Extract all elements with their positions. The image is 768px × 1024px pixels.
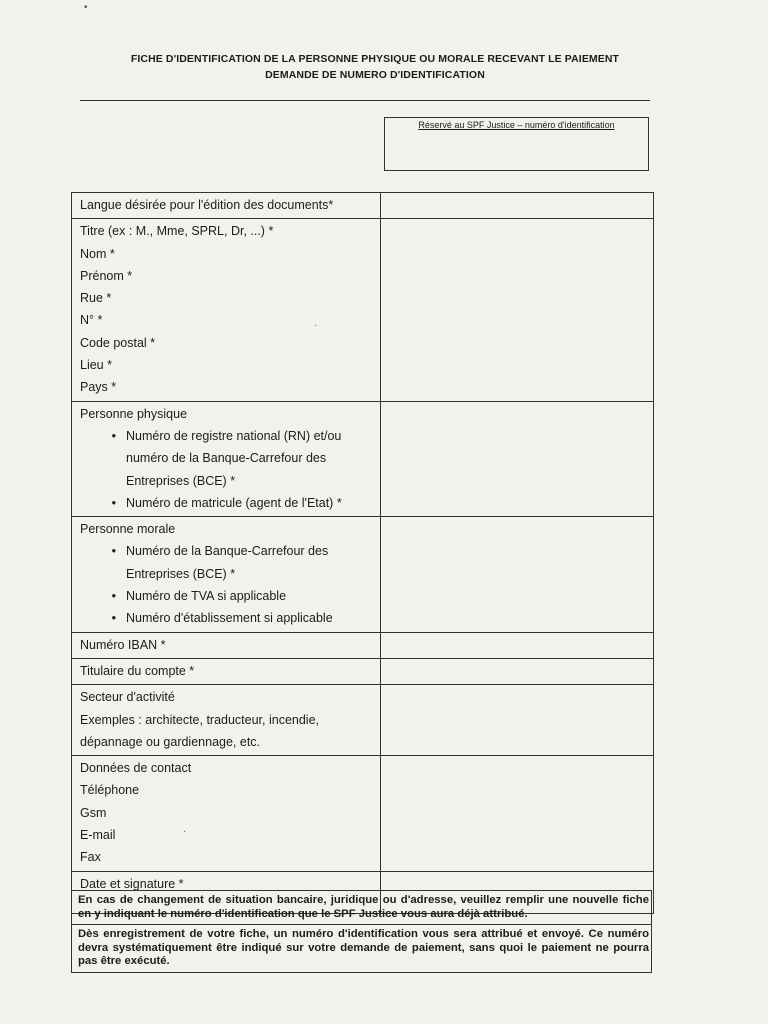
last-name-label: Nom * xyxy=(80,246,115,261)
note-change-situation: En cas de changement de situation bancaire, juridique ou d'adresse, veuillez remplir une nouvelle fiche en y indiquant le numéro d'identification que le SPF Justice vous aura déjà attribué. xyxy=(72,891,652,925)
account-holder-field[interactable] xyxy=(381,658,654,684)
phone-label: Téléphone xyxy=(80,783,140,798)
identity-field[interactable] xyxy=(381,219,654,401)
language-field[interactable] xyxy=(381,193,654,219)
contact-heading: Données de contact xyxy=(80,761,192,776)
identification-form xyxy=(71,192,654,914)
form-row-iban xyxy=(72,632,654,658)
note-registration: Dès enregistrement de votre fiche, un numéro d'identification vous sera attribué et envoyé. Ce numéro devra systématiquement être indiqué sur votre demande de paiement, sans quoi le paiement ne pourra pas être exécuté. xyxy=(72,925,652,973)
list-item: • Numéro de matricule (agent de l'Etat) * xyxy=(80,492,372,514)
language-label: Langue désirée pour l'édition des documents* xyxy=(72,193,381,219)
bullet-icon: • xyxy=(111,611,116,626)
sector-heading: Secteur d'activité xyxy=(80,690,175,705)
form-title: FICHE D'IDENTIFICATION DE LA PERSONNE PHYSIQUE OU MORALE RECEVANT LE PAIEMENT xyxy=(130,53,620,65)
physical-person-field[interactable] xyxy=(381,401,654,516)
list-item: • Numéro de la Banque-Carrefour des xyxy=(80,540,372,562)
scan-speck: · xyxy=(314,320,318,331)
form-row-contact xyxy=(72,756,654,871)
form-row-language xyxy=(72,193,654,219)
form-row-sector xyxy=(72,685,654,756)
reserved-box-label: Réservé au SPF Justice – numéro d'identification xyxy=(418,120,615,130)
city-label: Lieu * xyxy=(80,358,112,373)
bullet-icon: • xyxy=(111,428,116,443)
list-item: • Numéro d'établissement si applicable xyxy=(80,607,372,629)
notes-box xyxy=(71,890,652,973)
header-divider xyxy=(80,100,650,101)
contact-field[interactable] xyxy=(381,756,654,871)
scan-speck: • xyxy=(84,2,88,13)
form-row-physical-person xyxy=(72,401,654,516)
identity-labels xyxy=(72,219,381,401)
sector-labels xyxy=(72,685,381,756)
date-signature-label: Date et signature * xyxy=(72,871,381,913)
list-item-continuation: numéro de la Banque-Carrefour des xyxy=(126,451,327,466)
list-item: • Numéro de TVA si applicable xyxy=(80,585,372,607)
reserved-box xyxy=(384,117,649,171)
country-label: Pays * xyxy=(80,380,117,395)
scan-speck: · xyxy=(183,826,187,837)
number-label: N° * xyxy=(80,313,103,328)
sector-examples-continued: dépannage ou gardiennage, etc. xyxy=(80,734,261,749)
account-holder-label: Titulaire du compte * xyxy=(72,658,381,684)
list-item-continuation: Entreprises (BCE) * xyxy=(126,566,236,581)
postal-code-label: Code postal * xyxy=(80,335,156,350)
form-row-account-holder xyxy=(72,658,654,684)
first-name-label: Prénom * xyxy=(80,268,133,283)
street-label: Rue * xyxy=(80,291,112,306)
iban-label: Numéro IBAN * xyxy=(72,632,381,658)
bullet-icon: • xyxy=(111,589,116,604)
list-item: • Numéro de registre national (RN) et/ou xyxy=(80,425,372,447)
bullet-icon: • xyxy=(111,495,116,510)
form-row-identity xyxy=(72,219,654,401)
bullet-icon: • xyxy=(111,544,116,559)
gsm-label: Gsm xyxy=(80,805,107,820)
list-item-continuation: Entreprises (BCE) * xyxy=(126,473,236,488)
legal-person-labels xyxy=(72,517,381,632)
form-subtitle: DEMANDE DE NUMERO D'IDENTIFICATION xyxy=(265,69,485,81)
title-label: Titre (ex : M., Mme, SPRL, Dr, ...) * xyxy=(80,224,274,239)
iban-field[interactable] xyxy=(381,632,654,658)
contact-labels xyxy=(72,756,381,871)
legal-person-heading: Personne morale xyxy=(80,522,176,537)
physical-person-labels xyxy=(72,401,381,516)
sector-field[interactable] xyxy=(381,685,654,756)
email-label: E-mail xyxy=(80,828,116,843)
fax-label: Fax xyxy=(80,850,101,865)
form-row-legal-person xyxy=(72,517,654,632)
physical-person-heading: Personne physique xyxy=(80,406,188,421)
legal-person-field[interactable] xyxy=(381,517,654,632)
sector-examples: Exemples : architecte, traducteur, incendie, xyxy=(80,712,320,727)
